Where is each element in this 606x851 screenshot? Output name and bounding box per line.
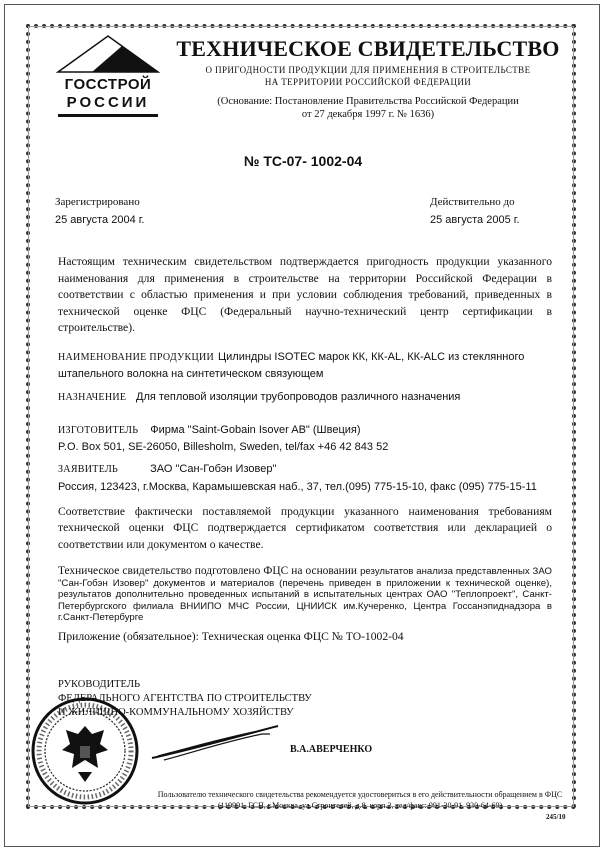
product-value-line-1: Цилиндры ISOTEC марок КК, КК-AL, КК-ALC из стеклянного	[218, 350, 525, 363]
intro-paragraph: Настоящим техническим свидетельством подтверждается пригодность продукции указанного наименования для применения в строительстве на территории Российской Федерации в соответствии с областью применения и при условии соблюдения требований, приведенных в технической оценке ФЦС (Федеральный научно-технический центр сертификации в строительстве).	[58, 255, 552, 334]
subtitle-line-1: О ПРИГОДНОСТИ ПРОДУКЦИИ ДЛЯ ПРИМЕНЕНИЯ В СТРОИТЕЛЬСТВЕ	[205, 65, 531, 75]
signatory-position	[58, 678, 358, 720]
manufacturer-label: ИЗГОТОВИТЕЛЬ	[58, 424, 139, 436]
form-number: 245/10	[546, 813, 566, 821]
registered-block	[55, 194, 255, 228]
basis-line-2: от 27 декабря 1997 г. № 1636)	[301, 109, 435, 120]
prepared-paragraph-rest: результатов анализа представленных ЗАО "Сан-Гобэн Изовер" документов и материалов (перечень приведен в приложении к технической оценке), результатов дополнительно проведенных испытаний в испытательных центрах ОАО "Теплопроект", Санкт-Петербургского филиала ВНИИПО МЧС России, ЦНИИСК им.Кучеренко, Центра Госсанэпиднадзора в г.Санкт-Петербурге	[58, 566, 553, 623]
valid-until-date: 25 августа 2005 г.	[430, 214, 520, 226]
position-line-3: И ЖИЛИЩНО-КОММУНАЛЬНОМУ ХОЗЯЙСТВУ	[58, 707, 294, 718]
product-label: НАИМЕНОВАНИЕ ПРОДУКЦИИ	[58, 351, 215, 363]
footer-line-1: Пользователю технического свидетельства рекомендуется удостовериться в его действительности обращением в ФЦС	[157, 790, 563, 799]
position-line-1: РУКОВОДИТЕЛЬ	[58, 679, 140, 690]
certificate-body	[58, 254, 552, 644]
purpose-value: Для тепловой изоляции трубопроводов различного назначения	[136, 390, 461, 403]
applicant-name: ЗАО "Сан-Гобэн Изовер"	[150, 462, 277, 475]
prepared-paragraph	[58, 566, 552, 624]
logo-underline	[58, 114, 158, 117]
applicant-label: ЗАЯВИТЕЛЬ	[58, 463, 119, 475]
product-value-line-2: штапельного волокна на синтетическом связующем	[58, 367, 324, 380]
annex-reference: Приложение (обязательное): Техническая оценка ФЦС № ТО-1002-04	[58, 629, 404, 643]
manufacturer-name: Фирма "Saint-Gobain Isover AB" (Швеция)	[150, 423, 361, 436]
footer-line-2: (119991, ГСП, г.Москва, ул.Строителей, д.8, корп.2, тел/факс: 991-30-91, 930-64-69)	[217, 800, 503, 810]
logo-text-gosstroy: ГОССТРОЙ	[64, 76, 152, 93]
manufacturer-address: P.O. Box 501, SE-26050, Billesholm, Sweden, tel/fax +46 42 843 52	[58, 440, 389, 453]
product-section	[58, 348, 552, 382]
gosstroy-logo	[48, 34, 168, 118]
basis-line-1: (Основание: Постановление Правительства Российской Федерации	[217, 96, 519, 107]
signer-name: В.А.АВЕРЧЕНКО	[290, 744, 373, 755]
footer-note	[150, 790, 570, 811]
document-subtitle	[176, 64, 560, 88]
valid-until-label: Действительно до	[430, 196, 515, 208]
applicant-section	[58, 460, 552, 495]
signature	[150, 722, 280, 762]
valid-until-block	[430, 194, 560, 228]
gosstroy-triangle-logo-icon	[56, 34, 160, 74]
document-title: ТЕХНИЧЕСКОЕ СВИДЕТЕЛЬСТВО	[176, 36, 560, 61]
legal-basis	[176, 95, 560, 121]
registered-label: Зарегистрировано	[55, 196, 140, 208]
registered-date: 25 августа 2004 г.	[55, 214, 145, 226]
certificate-number: № ТС-07- 1002-04	[243, 153, 363, 169]
handwritten-signature-icon	[150, 722, 280, 762]
document-header	[176, 36, 560, 121]
position-line-2: ФЕДЕРАЛЬНОГО АГЕНТСТВА ПО СТРОИТЕЛЬСТВУ	[58, 693, 312, 704]
conformity-paragraph: Соответствие фактически поставляемой продукции указанного наименования требованиям технической оценки ФЦС подтверждается сертификатом соответствия или декларацией о соответствии или документом о качестве.	[58, 504, 552, 551]
manufacturer-section	[58, 421, 552, 455]
logo-text-rossii: РОССИИ	[66, 94, 150, 111]
subtitle-line-2: НА ТЕРРИТОРИИ РОССИЙСКОЙ ФЕДЕРАЦИИ	[264, 77, 472, 87]
purpose-label: НАЗНАЧЕНИЕ	[58, 391, 127, 403]
prepared-paragraph-lead: Техническое свидетельство подготовлено ФЦС на основании	[58, 565, 361, 577]
purpose-section	[58, 390, 552, 405]
applicant-address: Россия, 123423, г.Москва, Карамышевская наб., 37, тел.(095) 775-15-10, факс (095) 775-15-11	[58, 480, 537, 493]
